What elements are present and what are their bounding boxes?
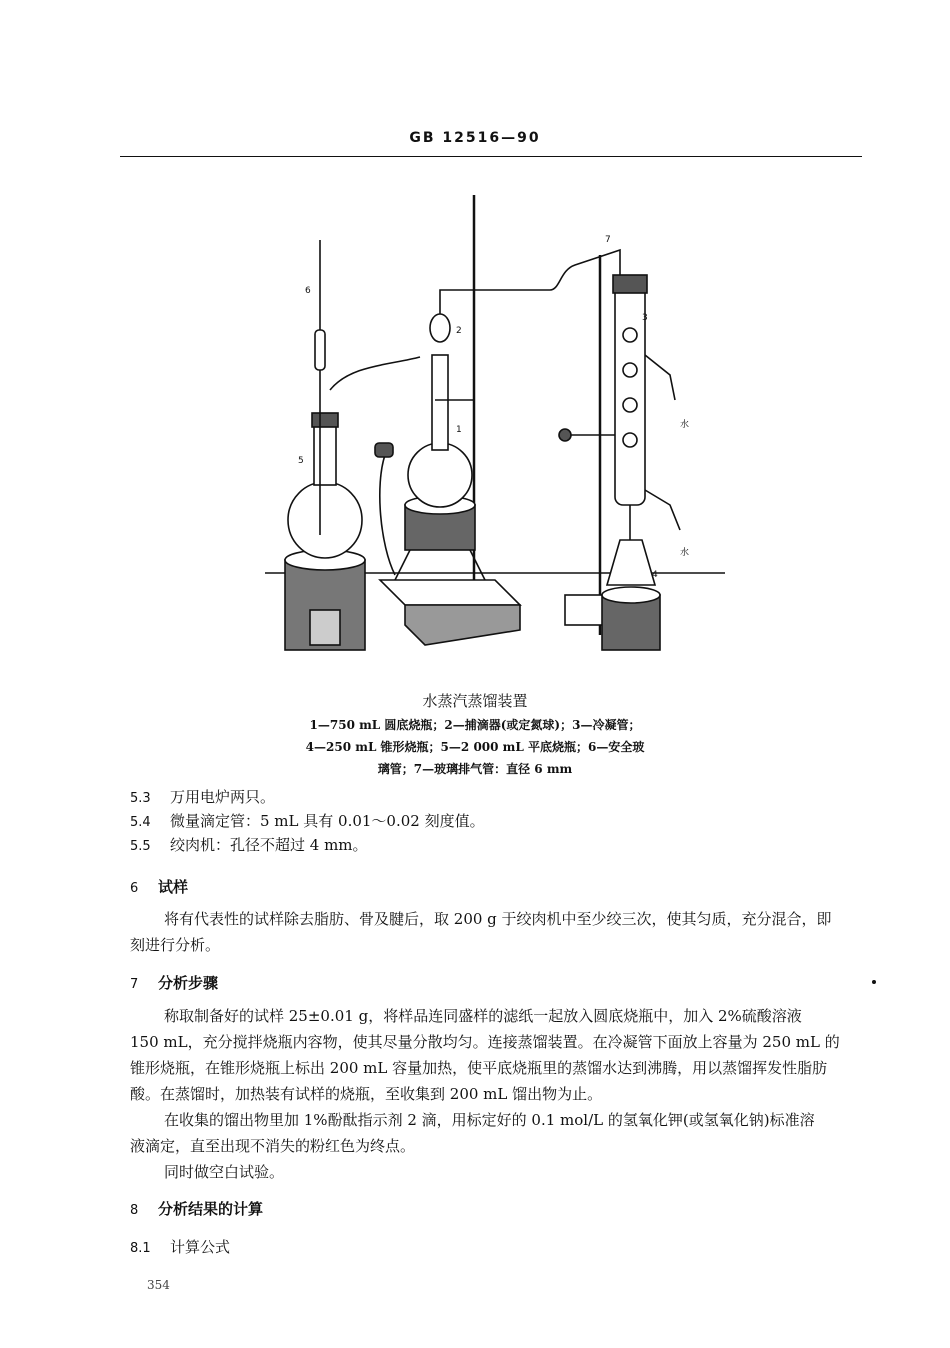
label-5: 5 (298, 456, 304, 466)
paragraph: 酸。在蒸馏时，加热装有试样的烧瓶，至收集到 200 mL 馏出物为止。 (130, 1085, 603, 1103)
figure-legend-line-2: 4—250 mL 锥形烧瓶；5—2 000 mL 平底烧瓶；6—安全玻 (305, 740, 645, 754)
section-heading-6: 6 试样 (130, 878, 189, 896)
list-item: 5.5 绞肉机：孔径不超过 4 mm。 (130, 836, 368, 854)
figure-legend-line-1: 1—750 mL 圆底烧瓶；2—捕滴器(或定氮球)；3—冷凝管； (309, 718, 641, 732)
water-out-label: 水 (680, 420, 690, 430)
section-heading-8: 8 分析结果的计算 (130, 1200, 264, 1218)
figure-title: 水蒸汽蒸馏装置 (422, 692, 528, 710)
page-header: GB 12516—90 (409, 130, 541, 146)
label-1: 1 (456, 425, 462, 435)
paragraph: 液滴定，直至出现不消失的粉红色为终点。 (130, 1137, 416, 1155)
label-7: 7 (605, 235, 611, 245)
label-3: 3 (642, 313, 648, 323)
label-6: 6 (305, 286, 311, 296)
label-4: 4 (652, 570, 658, 580)
paragraph: 称取制备好的试样 25±0.01 g，将样品连同盛样的滤纸一起放入圆底烧瓶中，加入 2%硫酸溶液 (164, 1007, 802, 1025)
header-rule (120, 156, 862, 157)
paragraph: 锥形烧瓶，在锥形烧瓶上标出 200 mL 容量加热，使平底烧瓶里的蒸馏水达到沸腾，用以蒸馏挥发性脂肪 (130, 1059, 828, 1077)
list-item: 5.3 万用电炉两只。 (130, 788, 276, 806)
paragraph: 150 mL，充分搅拌烧瓶内容物，使其尽量分散均匀。连接蒸馏装置。在冷凝管下面放上容量为 250 mL 的 (130, 1033, 840, 1051)
paragraph: 同时做空白试验。 (164, 1163, 285, 1181)
paragraph: 将有代表性的试样除去脂肪、骨及腱后，取 200 g 于绞肉机中至少绞三次，使其匀质，充分混合，即 (164, 910, 832, 928)
water-in-label: 水 (680, 548, 690, 558)
paragraph: 在收集的馏出物里加 1%酚酞指示剂 2 滴，用标定好的 0.1 mol/L 的氢氧化钾(或氢氧化钠)标准溶 (164, 1111, 815, 1129)
page-number: 354 (147, 1278, 170, 1292)
label-2: 2 (456, 326, 462, 336)
figure-legend-line-3: 璃管；7—玻璃排气管：直径 6 mm (377, 762, 573, 776)
steam-distillation-apparatus-figure (260, 185, 730, 660)
section-heading-7: 7 分析步骤 (130, 974, 219, 992)
stray-mark (872, 980, 876, 984)
subsection-heading-8-1: 8.1 计算公式 (130, 1238, 231, 1256)
list-item: 5.4 微量滴定管：5 mL 具有 0.01～0.02 刻度值。 (130, 812, 485, 830)
paragraph: 刻进行分析。 (130, 936, 221, 954)
